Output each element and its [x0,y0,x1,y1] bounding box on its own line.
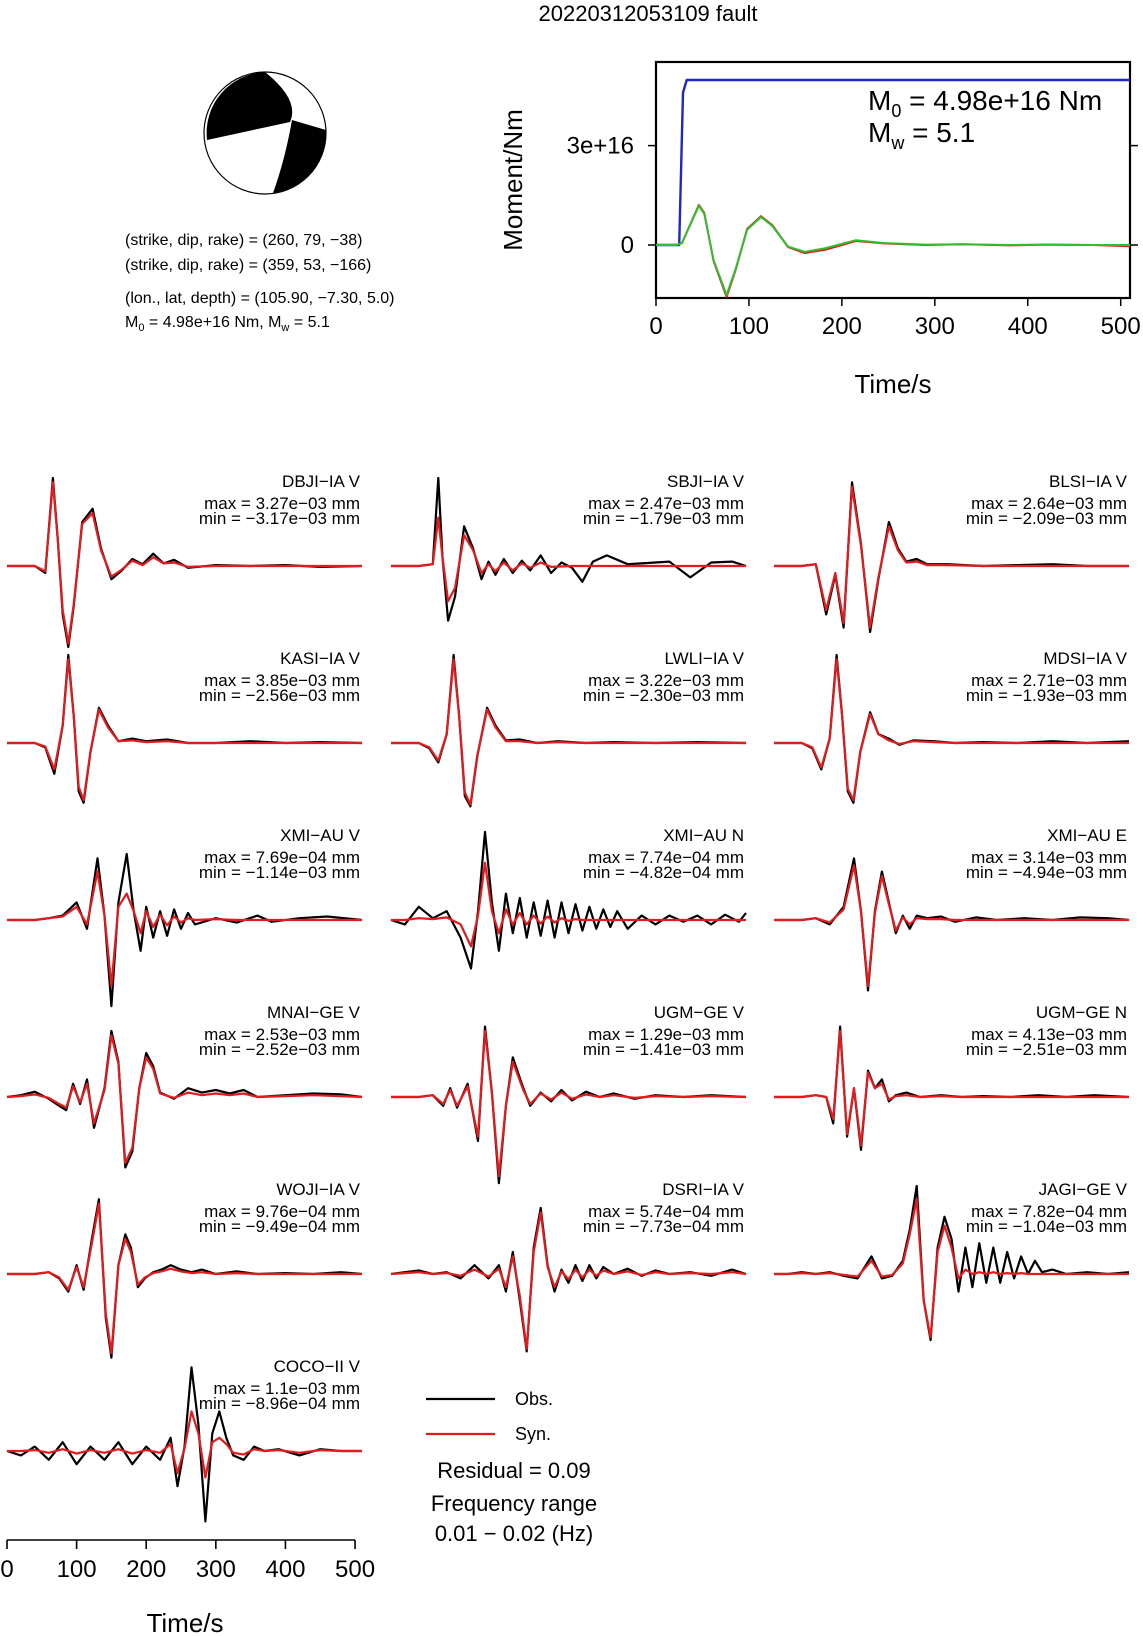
moment-text: $M_0 = 4.98e+16$ Nm, $M_w = 5.1$ [125,314,330,334]
station-name: XMI−AU E [1047,826,1127,845]
frequency-range-label: Frequency range [430,1491,598,1516]
moment-x-tick-label: 500 [1100,313,1141,340]
station-name: DSRI−IA V [662,1180,744,1199]
time-axis-tick-label: 400 [265,1556,306,1583]
station-max: max = 1.1e−03 mm [213,1379,360,1398]
moment-y-axis-label: Moment/Nm [498,109,528,251]
page-title: 20220312053109 fault [538,1,758,26]
station-name: KASI−IA V [280,649,360,668]
station-name: UGM−GE V [653,1003,744,1022]
station-panel [7,826,362,1006]
station-name: WOJI−IA V [276,1180,360,1199]
station-max: max = 9.76e−04 mm [204,1202,360,1221]
legend-obs-label: Obs. [515,1389,554,1409]
moment-annotation-mw: $M_w = 5.1$ [868,117,976,153]
synthetic-waveform [774,865,1129,986]
moment-x-tick-label: 300 [914,313,955,340]
station-min: min = −1.14e−03 mm [198,863,360,882]
station-panel [7,1180,362,1358]
station-max: max = 7.74e−04 mm [588,848,744,867]
station-name: BLSI−IA V [1049,472,1127,491]
station-min: min = −1.93e−03 mm [965,686,1127,705]
station-min: min = −2.09e−03 mm [965,509,1127,528]
station-max: max = 7.82e−04 mm [971,1202,1127,1221]
station-name: MDSI−IA V [1043,649,1127,668]
station-max: max = 2.47e−03 mm [588,494,744,513]
nodal-plane-1: (strike, dip, rake) = (260, 79, −38) [125,232,363,249]
station-panel [391,649,746,806]
station-min: min = −2.56e−03 mm [198,686,360,705]
station-max: max = 3.14e−03 mm [971,848,1127,867]
station-name: MNAI−GE V [266,1003,360,1022]
moment-x-tick-label: 200 [821,313,862,340]
station-panel [774,649,1129,803]
station-max: max = 2.71e−03 mm [971,671,1127,690]
time-axis-tick-label: 200 [126,1556,167,1583]
hypocenter-text: (lon., lat, depth) = (105.90, −7.30, 5.0) [125,290,395,307]
station-name: XMI−AU N [663,826,744,845]
synthetic-waveform [7,872,362,986]
station-max: max = 3.85e−03 mm [204,671,360,690]
station-panel [7,649,362,803]
time-axis-label: Time/s [146,1608,224,1636]
station-min: min = −1.79e−03 mm [582,509,744,528]
moment-x-tick-label: 100 [728,313,769,340]
station-min: min = −1.04e−03 mm [965,1217,1127,1236]
station-min: min = −8.96e−04 mm [198,1394,360,1413]
station-name: COCO−II V [273,1357,360,1376]
station-name: JAGI−GE V [1038,1180,1127,1199]
station-name: XMI−AU V [280,826,360,845]
moment-y-tick-label: 3e+16 [566,132,634,160]
station-min: min = −7.73e−04 mm [582,1217,744,1236]
time-axis-tick-label: 100 [56,1556,97,1583]
station-min: min = −3.17e−03 mm [198,509,360,528]
moment-rate-line-2 [656,206,1130,295]
station-max: max = 3.22e−03 mm [588,671,744,690]
focal-mechanism-beachball [204,72,326,194]
station-panel [7,1003,362,1167]
residual-text: Residual = 0.09 [437,1458,591,1483]
station-min: min = −9.49e−04 mm [198,1217,360,1236]
station-max: max = 3.27e−03 mm [204,494,360,513]
station-panel [7,1357,362,1521]
station-name: LWLI−IA V [664,649,744,668]
nodal-plane-2: (strike, dip, rake) = (359, 53, −166) [125,257,372,274]
moment-x-tick-label: 0 [649,313,663,340]
station-min: min = −2.52e−03 mm [198,1040,360,1059]
station-panel [391,472,746,621]
station-panel [391,826,746,968]
time-axis-tick-label: 0 [0,1556,14,1583]
station-max: max = 4.13e−03 mm [971,1025,1127,1044]
legend-syn-label: Syn. [515,1424,552,1444]
station-panel [774,472,1129,632]
moment-x-axis-label: Time/s [854,369,932,399]
moment-annotation-m0: $M_0 = 4.98e+16$ Nm [868,85,1103,121]
station-min: min = −2.30e−03 mm [582,686,744,705]
station-max: max = 7.69e−04 mm [204,848,360,867]
frequency-range-value: 0.01 − 0.02 (Hz) [434,1521,594,1546]
station-min: min = −4.94e−03 mm [965,863,1127,882]
waveform-grid [7,472,1129,1521]
time-axis-tick-label: 500 [335,1556,376,1583]
station-min: min = −4.82e−04 mm [582,863,744,882]
waveform-legend [426,1389,553,1444]
station-panel [7,472,362,647]
station-panel [391,1180,746,1351]
station-name: UGM−GE N [1035,1003,1127,1022]
moment-rate-line-1 [656,205,1130,297]
station-name: DBJI−IA V [282,472,360,491]
time-axis-tick-label: 300 [195,1556,236,1583]
station-max: max = 1.29e−03 mm [588,1025,744,1044]
moment-x-tick-label: 400 [1007,313,1048,340]
station-panel [774,1003,1129,1150]
moment-y-tick-label: 0 [620,232,634,259]
station-max: max = 2.53e−03 mm [204,1025,360,1044]
station-panel [774,1180,1129,1340]
station-min: min = −2.51e−03 mm [965,1040,1127,1059]
station-name: SBJI−IA V [666,472,744,491]
station-max: max = 2.64e−03 mm [971,494,1127,513]
station-panel [774,826,1129,990]
waveform-time-axis [0,1540,375,1636]
moment-function-chart [498,62,1141,399]
station-max: max = 5.74e−04 mm [588,1202,744,1221]
mechanism-info [125,232,395,334]
station-min: min = −1.41e−03 mm [582,1040,744,1059]
station-panel [391,1003,746,1183]
